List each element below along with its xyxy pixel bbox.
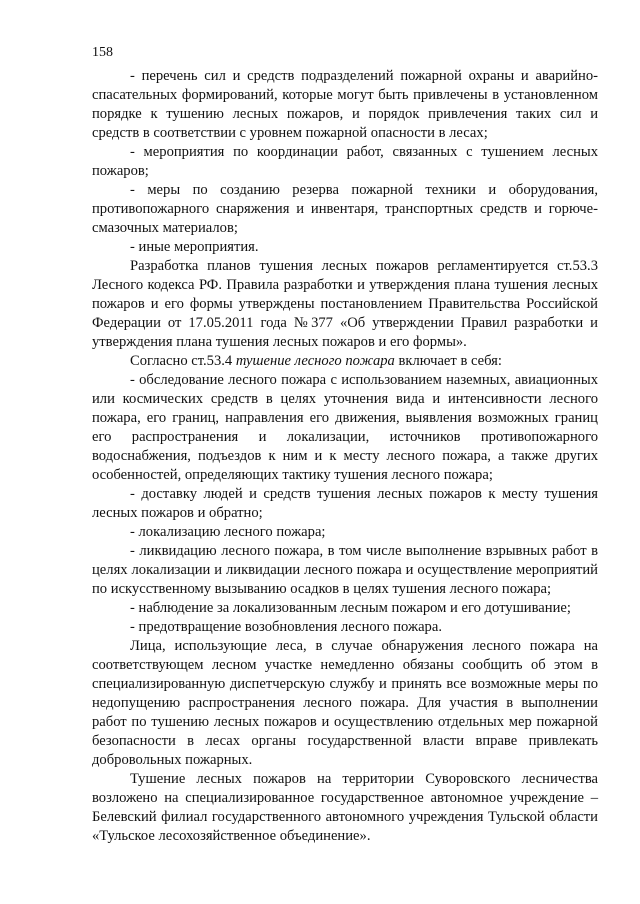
article-intro-before: Согласно ст.53.4 bbox=[130, 353, 236, 369]
list-item-localization: - локализацию лесного пожара; bbox=[130, 524, 326, 540]
page-number: 158 bbox=[92, 45, 113, 60]
paragraph-forest-users: Лица, использующие леса, в случае обнаружения лесного пожара на соответствующем лесном участке немедленно обязаны сообщить об этом в специализированную диспетчерскую службу и принять все возможные меры по недопущению распространения лесного пожара. Для участия в выполнении работ по тушению лесных пожаров и осуществлению отдельных мер пожарной безопасности в лесах органы государственной власти вправе привлекать добровольных пожарных. bbox=[92, 638, 598, 768]
paragraph-reserve: - меры по созданию резерва пожарной техники и оборудования, противопожарного снаряжения и инвентаря, транспортных средств и горюче-смазочных материалов; bbox=[92, 182, 598, 236]
paragraph-other-measures: - иные мероприятия. bbox=[130, 239, 259, 255]
article-intro-after: включает в себя: bbox=[394, 353, 502, 369]
list-item-delivery: - доставку людей и средств тушения лесных пожаров к месту тушения лесных пожаров и обратно; bbox=[92, 486, 598, 521]
list-item-observation: - наблюдение за локализованным лесным пожаром и его дотушивание; bbox=[130, 600, 571, 616]
document-body bbox=[92, 67, 598, 846]
paragraph-article-intro bbox=[92, 352, 598, 371]
list-item-prevention: - предотвращение возобновления лесного пожара. bbox=[130, 619, 442, 635]
paragraph-fire-forces: - перечень сил и средств подразделений пожарной охраны и аварийно-спасательных формирований, которые могут быть привлечены в установленном порядке к тушению лесных пожаров, и порядок привлечения таких сил и средств в соответствии с уровнем пожарной опасности в лесах; bbox=[92, 68, 598, 141]
paragraph-coordination: - мероприятия по координации работ, связанных с тушением лесных пожаров; bbox=[92, 144, 598, 179]
paragraph-regulation: Разработка планов тушения лесных пожаров регламентируется ст.53.3 Лесного кодекса РФ. Правила разработки и утверждения плана тушения лесных пожаров и его формы утверждены постановлением Правительства Российской Федерации от 17.05.2011 года №377 «Об утверждении Правил разработки и утверждения плана тушения лесных пожаров и его формы». bbox=[92, 258, 598, 350]
article-intro-emphasis: тушение лесного пожара bbox=[235, 353, 395, 369]
paragraph-suvorov-forestry: Тушение лесных пожаров на территории Суворовского лесничества возложено на специализированное государственное автономное учреждение – Белевский филиал государственного автономного учреждения Тульской области «Тульское лесохозяйственное объединение». bbox=[92, 771, 598, 844]
list-item-survey: - обследование лесного пожара с использованием наземных, авиационных или космических средств в целях уточнения вида и интенсивности лесного пожара, его границ, направления его движения, выявления возможных границ его распространения и локализации, источников противопожарного водоснабжения, подъездов к ним и к месту лесного пожара, а также других особенностей, определяющих тактику тушения лесного пожара; bbox=[92, 372, 598, 483]
list-item-liquidation: - ликвидацию лесного пожара, в том числе выполнение взрывных работ в целях локализации и ликвидации лесного пожара и осуществление мероприятий по искусственному вызыванию осадков в целях тушения лесного пожара; bbox=[92, 543, 598, 597]
